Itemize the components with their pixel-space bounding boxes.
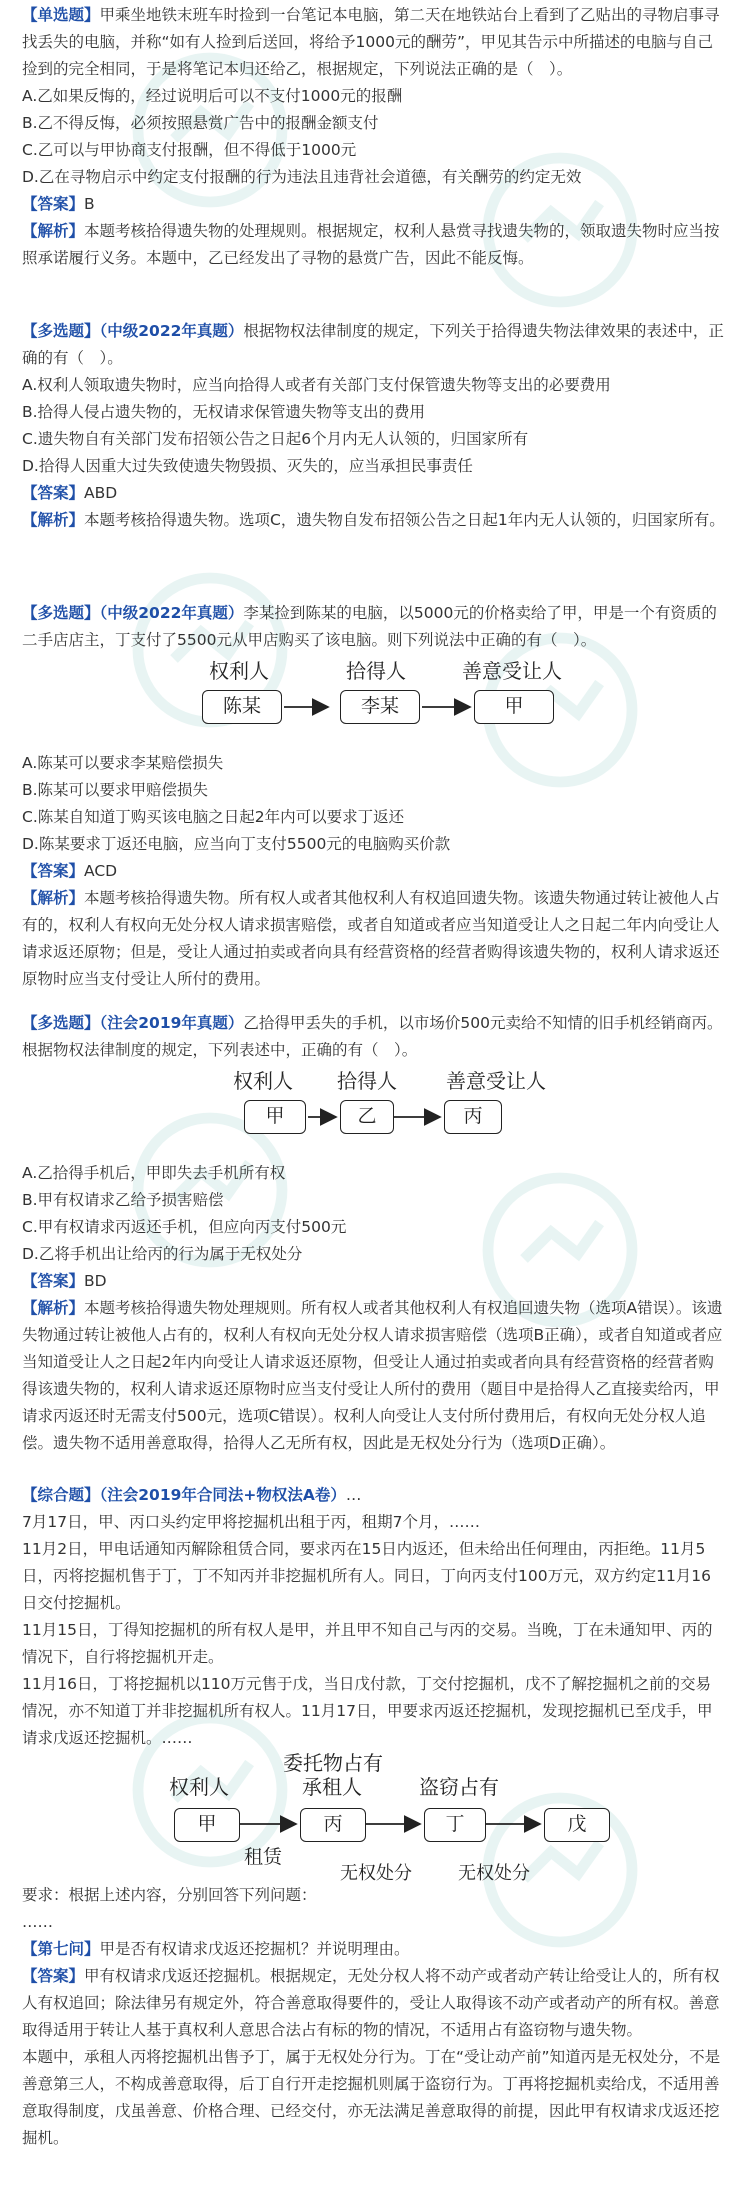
q3-stem: 【多选题】（中级2022年真题）李某捡到陈某的电脑，以5000元的价格卖给了甲，甲是一个有资质的二手店店主，丁支付了5500元从甲店购买了该电脑。则下列说法中正确的有（ ）。 bbox=[22, 604, 717, 649]
q5-analysis: 本题中，承租人丙将挖掘机出售予丁，属于无权处分行为。丁在“受让动产前”知道丙是无权处分，不是善意第三人，不构成善意取得，后丁自行开走挖掘机则属于盗窃行为。丁再将挖掘机卖给戊，不适用善意取得制度，戊虽善意、价格合理、已经交付，亦无法满足善意取得的前提，因此甲有权请求戊返还挖掘机。 bbox=[22, 2048, 721, 2147]
q3-role-finder: 拾得人 bbox=[346, 659, 406, 683]
q3-option-a: A.陈某可以要求李某赔偿损失 bbox=[22, 754, 224, 772]
q5-requirement: 要求：根据上述内容，分别回答下列问题： bbox=[22, 1886, 317, 1904]
q4-option-b: B.甲有权请求乙给予损害赔偿 bbox=[22, 1191, 224, 1209]
q3-node-owner: 陈某 bbox=[202, 690, 282, 724]
q5-tag: 【综合题】（注会2019年合同法+物权法A卷） bbox=[22, 1486, 346, 1504]
q5-role-lessee: 承租人 bbox=[302, 1775, 362, 1799]
q3-role-owner: 权利人 bbox=[209, 659, 269, 683]
q5-stem: 【综合题】（注会2019年合同法+物权法A卷）… bbox=[22, 1486, 362, 1504]
q1-analysis: 【解析】本题考核拾得遗失物的处理规则。根据规定，权利人悬赏寻找遗失物的，领取遗失物时应当按照承诺履行义务。本题中，乙已经发出了寻物的悬赏广告，因此不能反悔。 bbox=[22, 222, 720, 267]
q3-role-good-faith: 善意受让人 bbox=[462, 659, 562, 683]
q5-label-lease: 租赁 bbox=[244, 1846, 283, 1868]
q1-option-a: A.乙如果反悔的，经过说明后可以不支付1000元的报酬 bbox=[22, 87, 403, 105]
q3-option-c: C.陈某自知道丁购买该电脑之日起2年内可以要求丁返还 bbox=[22, 808, 405, 826]
q2-stem: 【多选题】（中级2022年真题）根据物权法律制度的规定，下列关于拾得遗失物法律效果的表述中，正确的有（ ）。 bbox=[22, 322, 724, 367]
q5-role-theft: 盗窃占有 bbox=[419, 1775, 499, 1799]
q1-stem: 【单选题】甲乘坐地铁末班车时捡到一台笔记本电脑，第二天在地铁站台上看到了乙贴出的寻物启事寻找丢失的电脑，并称“如有人捡到后送回，将给予1000元的酬劳”，甲见其告示中所描述的电脑与自己捡到的完全相同，于是将笔记本归还给乙，根据规定，下列说法正确的是（ ）。 bbox=[22, 6, 720, 78]
q5-answer: 【答案】甲有权请求戊返还挖掘机。根据规定，无处分权人将不动产或者动产转让给受让人的，所有权人有权追回；除法律另有规定外，符合善意取得要件的，受让人取得该不动产或者动产的所有权。善意取得适用于转让人基于真权利人意思合法占有标的物的情况，不适用占有盗窃物与遗失物。 bbox=[22, 1967, 720, 2039]
q5-ellipsis: …… bbox=[22, 1913, 53, 1931]
q3-option-d: D.陈某要求丁返还电脑，应当向丁支付5500元的电脑购买价款 bbox=[22, 835, 451, 853]
q3-option-b: B.陈某可以要求甲赔偿损失 bbox=[22, 781, 209, 799]
q1-option-d: D.乙在寻物启示中约定支付报酬的行为违法且违背社会道德，有关酬劳的约定无效 bbox=[22, 168, 582, 186]
q2-tag: 【多选题】（中级2022年真题） bbox=[22, 322, 244, 340]
q4-tag: 【多选题】（注会2019年真题） bbox=[22, 1014, 244, 1032]
q3-analysis: 【解析】本题考核拾得遗失物。所有权人或者其他权利人有权追回遗失物。该遗失物通过转让被他人占有的，权利人有权向无处分权人请求损害赔偿，或者自知道或者应当知道受让人之日起二年内向受让人请求返还原物；但是，受让人通过拍卖或者向具有经营资格的经营者购得该遗失物的，权利人请求返还原物时应当支付受让人所付的费用。 bbox=[22, 889, 720, 988]
q4-answer: 【答案】BD bbox=[22, 1272, 107, 1290]
question-2 bbox=[22, 318, 726, 534]
q2-option-c: C.遗失物自有关部门发布招领公告之日起6个月内无人认领的，归国家所有 bbox=[22, 430, 529, 448]
question-1 bbox=[22, 2, 726, 272]
q2-option-b: B.拾得人侵占遗失物的，无权请求保管遗失物等支出的费用 bbox=[22, 403, 426, 421]
q4-role-finder: 拾得人 bbox=[337, 1069, 397, 1093]
q5-node-owner: 甲 bbox=[174, 1808, 240, 1842]
q4-role-good-faith: 善意受让人 bbox=[446, 1069, 546, 1093]
q2-option-a: A.权利人领取遗失物时，应当向拾得人或者有关部门支付保管遗失物等支出的必要费用 bbox=[22, 376, 611, 394]
q4-stem: 【多选题】（注会2019年真题）乙拾得甲丢失的手机，以市场价500元卖给不知情的旧手机经销商丙。根据物权法律制度的规定，下列表述中，正确的有（ ）。 bbox=[22, 1014, 723, 1059]
q2-option-d: D.拾得人因重大过失致使遗失物毁损、灭失的，应当承担民事责任 bbox=[22, 457, 473, 475]
q3-node-finder: 李某 bbox=[340, 690, 420, 724]
q2-answer: 【答案】ABD bbox=[22, 484, 118, 502]
q5-node-lessee: 丙 bbox=[300, 1808, 366, 1842]
q5-label-unauth-2: 无权处分 bbox=[458, 1863, 530, 1884]
q5-sub-question: 【第七问】甲是否有权请求戊返还挖掘机？并说明理由。 bbox=[22, 1940, 410, 1958]
q1-answer: 【答案】B bbox=[22, 195, 95, 213]
q5-label-unauth-1: 无权处分 bbox=[340, 1863, 412, 1884]
q5-role-entrusted: 委托物占有 bbox=[283, 1751, 383, 1775]
q5-flow-diagram bbox=[22, 1751, 726, 1884]
q5-role-owner: 权利人 bbox=[169, 1775, 229, 1799]
q3-tag: 【多选题】（中级2022年真题） bbox=[22, 604, 244, 622]
q5-para-1: 7月17日，甲、丙口头约定甲将挖掘机出租于丙，租期7个月，…… bbox=[22, 1513, 480, 1531]
q5-para-2: 11月2日，甲电话通知丙解除租赁合同，要求丙在15日内返还，但未给出任何理由，丙拒绝。11月5日，丙将挖掘机售于丁，丁不知丙并非挖掘机所有人。同日，丁向丙支付100万元，双方约定11月16日交付挖掘机。 bbox=[22, 1540, 712, 1612]
q3-node-buyer: 甲 bbox=[474, 690, 554, 724]
q5-para-4: 11月16日，丁将挖掘机以110万元售于戊，当日戊付款，丁交付挖掘机，戊不了解挖掘机之前的交易情况，亦不知道丁并非挖掘机所有权人。11月17日，甲要求丙返还挖掘机，发现挖掘机已至戊手，甲请求戊返还挖掘机。…… bbox=[22, 1675, 713, 1747]
q4-option-c: C.甲有权请求丙返还手机，但应向丙支付500元 bbox=[22, 1218, 347, 1236]
q4-option-a: A.乙拾得手机后，甲即失去手机所有权 bbox=[22, 1164, 286, 1182]
q4-analysis: 【解析】本题考核拾得遗失物处理规则。所有权人或者其他权利人有权追回遗失物（选项A错误）。该遗失物通过转让被他人占有的，权利人有权向无处分权人请求损害赔偿（选项B正确），或者自知道或者应当知道受让人之日起2年内向受让人请求返还原物，但受让人通过拍卖或者向具有经营资格的经营者购得该遗失物的，权利人请求返还原物时应当支付受让人所付的费用（题目中是拾得人乙直接卖给丙，甲请求丙返还时无需支付500元，选项C错误）。权利人向受让人支付所付费用后，有权向无处分权人追偿。遗失物不适用善意取得，拾得人乙无所有权，因此是无权处分行为（选项D正确）。 bbox=[22, 1299, 723, 1452]
q5-para-3: 11月15日，丁得知挖掘机的所有权人是甲，并且甲不知自己与丙的交易。当晚，丁在未通知甲、丙的情况下，自行将挖掘机开走。 bbox=[22, 1621, 713, 1666]
q2-analysis: 【解析】本题考核拾得遗失物。选项C，遗失物自发布招领公告之日起1年内无人认领的，归国家所有。 bbox=[22, 511, 725, 529]
question-5 bbox=[22, 1482, 726, 2152]
q4-role-owner: 权利人 bbox=[233, 1069, 293, 1093]
q5-node-buyer: 戊 bbox=[544, 1808, 610, 1842]
q4-node-buyer: 丙 bbox=[444, 1100, 502, 1134]
question-3 bbox=[22, 600, 726, 993]
q1-tag: 【单选题】 bbox=[22, 6, 100, 24]
q4-option-d: D.乙将手机出让给丙的行为属于无权处分 bbox=[22, 1245, 303, 1263]
q4-flow-diagram bbox=[22, 1068, 726, 1154]
q4-node-finder: 乙 bbox=[340, 1100, 394, 1134]
q3-answer: 【答案】ACD bbox=[22, 862, 118, 880]
question-4 bbox=[22, 1010, 726, 1457]
q1-option-c: C.乙可以与甲协商支付报酬，但不得低于1000元 bbox=[22, 141, 357, 159]
q4-node-owner: 甲 bbox=[244, 1100, 306, 1134]
q5-node-thief: 丁 bbox=[424, 1808, 486, 1842]
q1-option-b: B.乙不得反悔，必须按照悬赏广告中的报酬金额支付 bbox=[22, 114, 379, 132]
q3-flow-diagram bbox=[22, 658, 726, 744]
